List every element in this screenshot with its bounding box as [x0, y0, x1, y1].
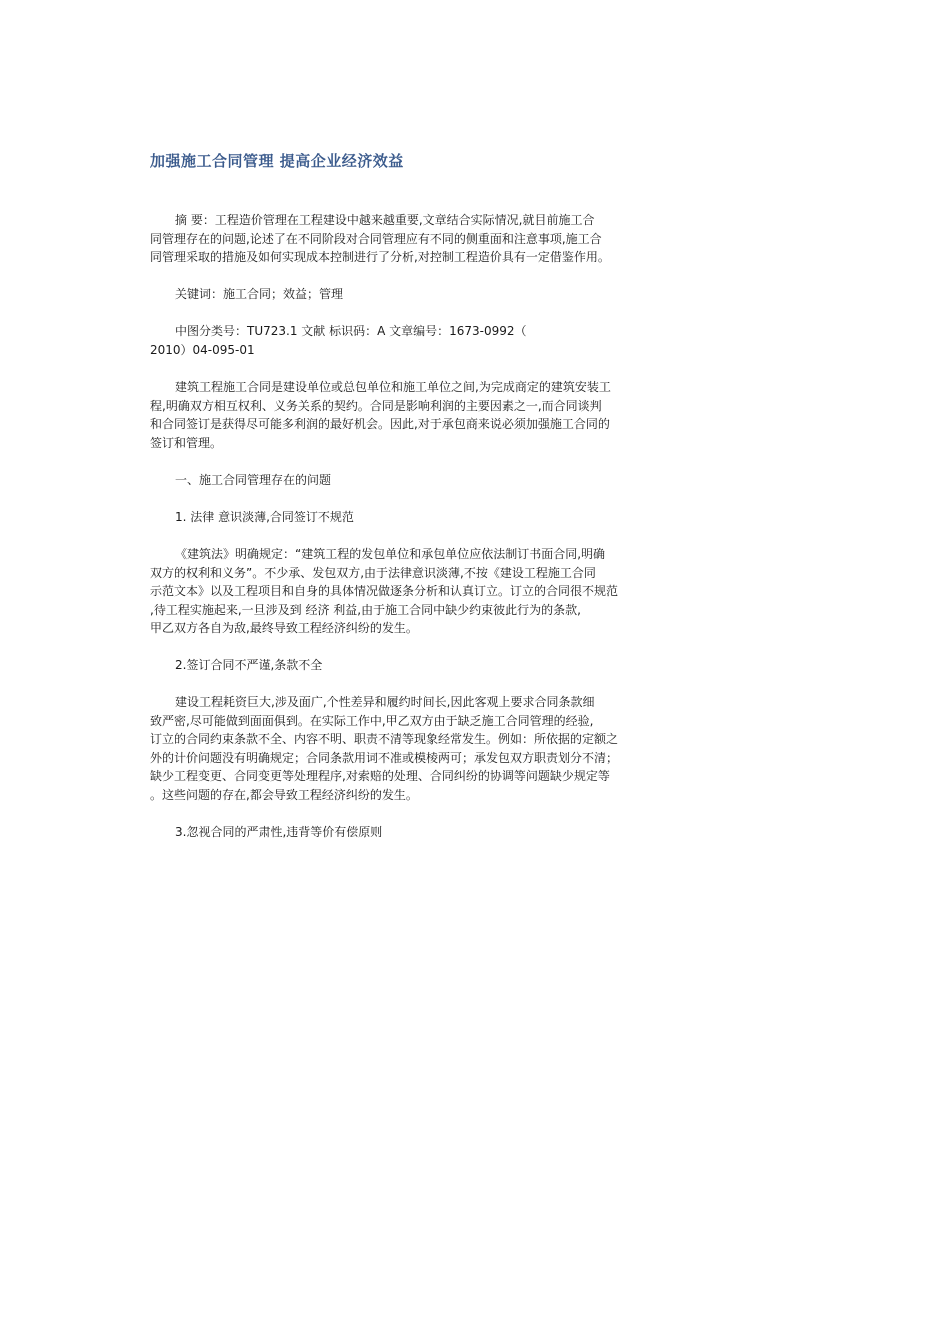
text-line: 摘 要：工程造价管理在工程建设中越来越重要,文章结合实际情况,就目前施工合 — [175, 213, 595, 227]
section-heading-1 — [150, 471, 650, 490]
text-line: 外的计价问题没有明确规定；合同条款用词不准或模棱两可；承发包双方职责划分不清； — [150, 750, 619, 765]
text-line: 。这些问题的存在,都会导致工程经济纠纷的发生。 — [150, 787, 418, 802]
text-line: 缺少工程变更、合同变更等处理程序,对索赔的处理、合同纠纷的协调等问题缺少规定等 — [150, 769, 610, 783]
text-line: 程,明确双方相互权利、义务关系的契约。合同是影响利润的主要因素之一,而合同谈判 — [150, 398, 602, 413]
abstract-paragraph — [150, 211, 650, 267]
text-line: 关键词：施工合同；效益；管理 — [175, 287, 344, 301]
item-2-paragraph — [150, 693, 650, 804]
intro-paragraph — [150, 378, 650, 452]
text-line: 订立的合同约束条款不全、内容不明、职责不清等现象经常发生。例如：所依据的定额之 — [150, 732, 619, 746]
classification-info — [150, 322, 650, 359]
item-heading-1 — [150, 508, 650, 527]
text-line: 同管理采取的措施及如何实现成本控制进行了分析,对控制工程造价具有一定借鉴作用。 — [150, 250, 610, 264]
text-line: 签订和管理。 — [150, 435, 223, 450]
text-line: 2010）04-095-01 — [150, 342, 255, 357]
item-heading-2 — [150, 656, 650, 675]
text-line: 3.忽视合同的严肃性,违背等价有偿原则 — [175, 825, 383, 839]
item-1-paragraph — [150, 545, 650, 638]
text-line: 示范文本》以及工程项目和自身的具体情况做逐条分析和认真订立。订立的合同很不规范 — [150, 584, 619, 598]
text-line: 甲乙双方各自为敌,最终导致工程经济纠纷的发生。 — [150, 621, 418, 635]
text-line: 建设工程耗资巨大,涉及面广,个性差异和履约时间长,因此客观上要求合同条款细 — [175, 695, 595, 709]
text-line: 建筑工程施工合同是建设单位或总包单位和施工单位之间,为完成商定的建筑安装工 — [175, 380, 611, 394]
text-line: 和合同签订是获得尽可能多利润的最好机会。因此,对于承包商来说必须加强施工合同的 — [150, 417, 610, 431]
text-line: 1. 法律 意识淡薄,合同签订不规范 — [175, 510, 354, 524]
text-line: 同管理存在的问题,论述了在不同阶段对合同管理应有不同的侧重面和注意事项,施工合 — [150, 231, 602, 246]
text-line: 双方的权利和义务”。不少承、发包双方,由于法律意识淡薄,不按《建设工程施工合同 — [150, 565, 596, 580]
text-line: 致严密,尽可能做到面面俱到。在实际工作中,甲乙双方由于缺乏施工合同管理的经验, — [150, 713, 594, 728]
keywords-line — [150, 285, 650, 304]
text-line: 2.签订合同不严谨,条款不全 — [175, 658, 323, 672]
text-line: 中图分类号：TU723.1 文献 标识码：A 文章编号：1673-0992（ — [175, 324, 527, 338]
item-heading-3 — [150, 823, 650, 842]
document-title: 加强施工合同管理 提高企业经济效益 — [150, 152, 404, 170]
text-line: 一、施工合同管理存在的问题 — [175, 473, 332, 487]
text-line: 《建筑法》明确规定：“建筑工程的发包单位和承包单位应依法制订书面合同,明确 — [175, 547, 606, 561]
text-line: ,待工程实施起来,一旦涉及到 经济 利益,由于施工合同中缺少约束彼此行为的条款, — [150, 602, 581, 617]
